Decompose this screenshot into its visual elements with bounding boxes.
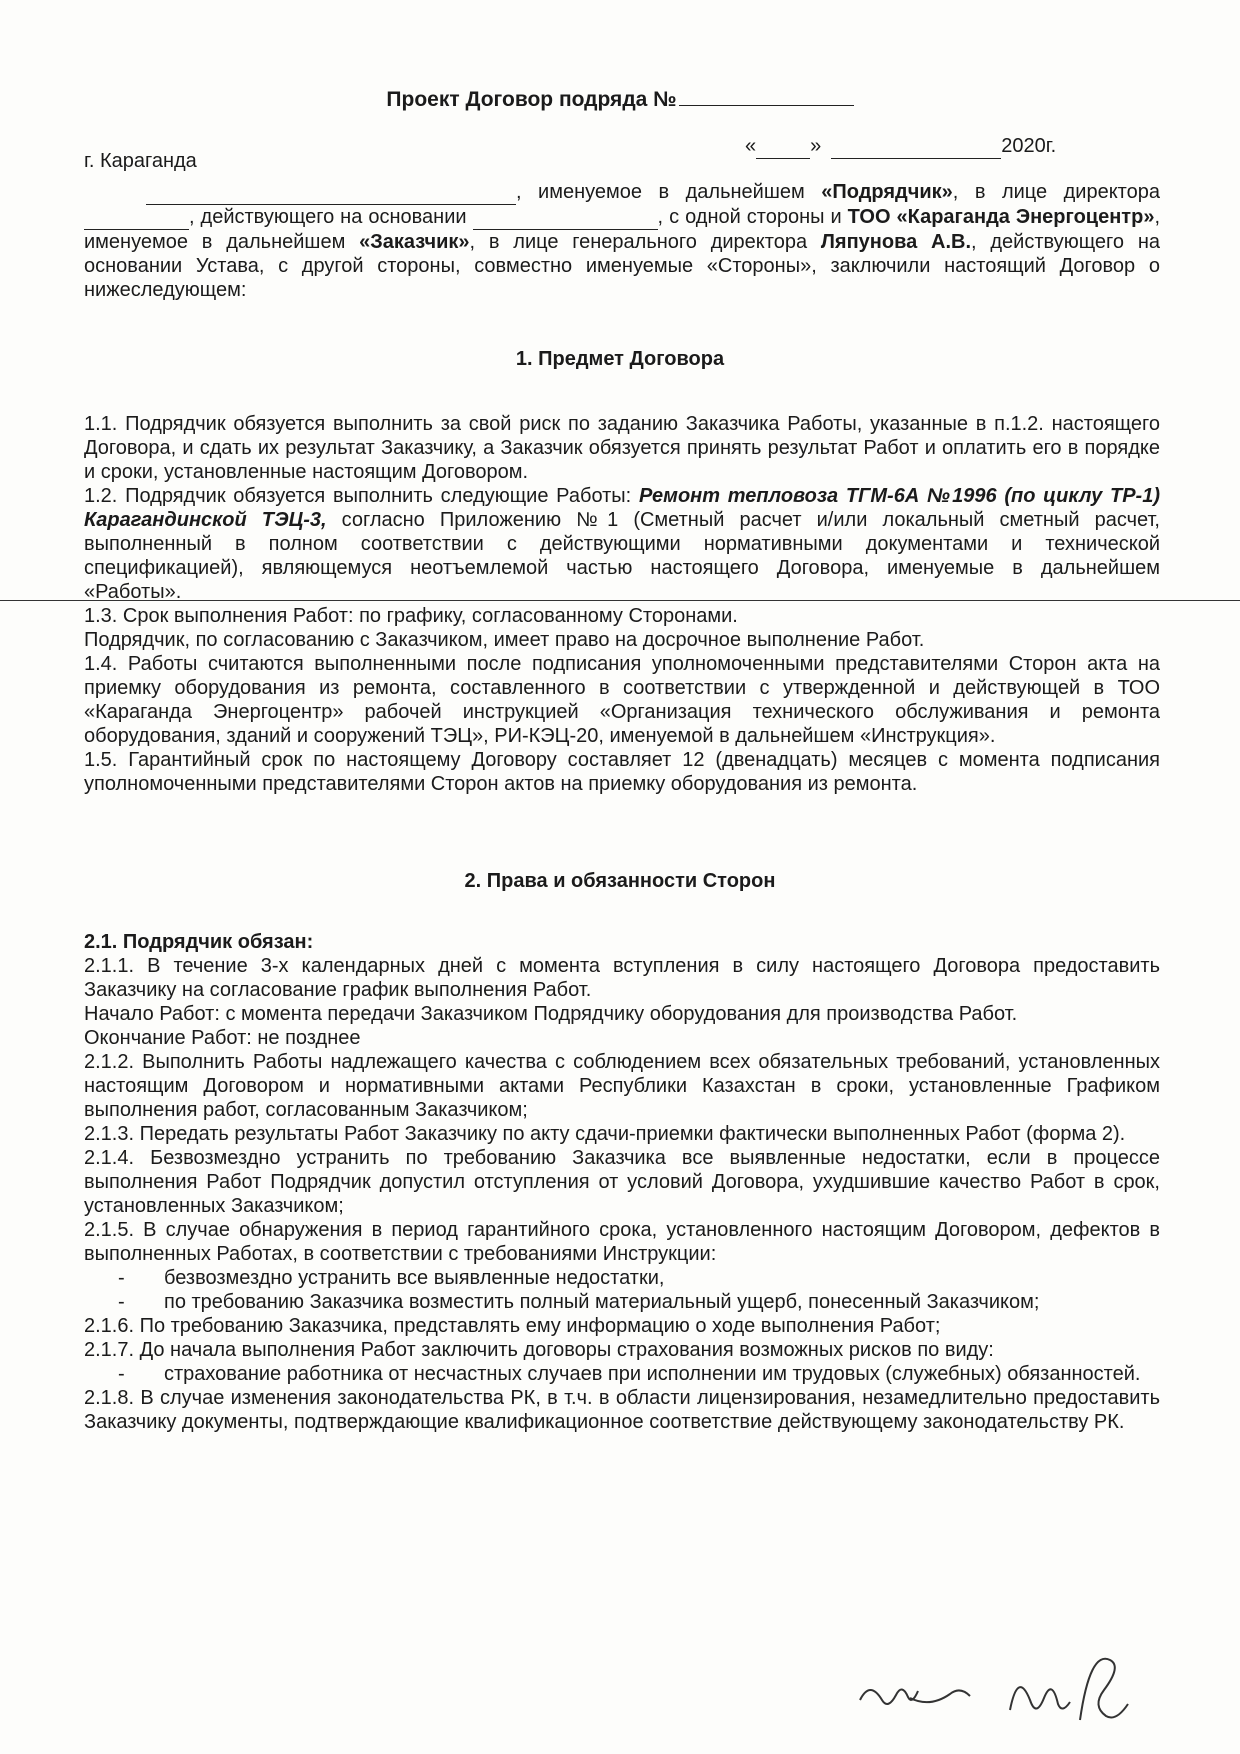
- date-close-quote: »: [810, 135, 822, 157]
- subsection-2-1: 2.1. Подрядчик обязан:: [84, 931, 314, 953]
- bullet-dash: -: [118, 1363, 125, 1385]
- list-item: [84, 1290, 1160, 1314]
- work-end: Окончание Работ: не позднее: [84, 1027, 361, 1049]
- preamble-text-g: , действующего на основании Устава, с другой стороны, совместно именуемые «Стороны», заключили настоящий Договор о нижеследующем:: [84, 231, 1160, 301]
- list-item-text: страхование работника от несчастных случаев при исполнении им трудовых (служебных) обязанностей.: [164, 1363, 1141, 1385]
- contractor-name-blank: [146, 180, 516, 205]
- title-text: Проект Договор подряда №: [386, 88, 677, 111]
- preamble-paragraph: [84, 180, 1160, 302]
- clause-2-1-8: 2.1.8. В случае изменения законодательства РК, в т.ч. в области лицензирования, незамедлительно предоставить Заказчику документы, подтверждающие квалификационное соответствие действующему законодательству РК.: [84, 1387, 1160, 1433]
- section-1-body: [84, 412, 1160, 796]
- list-item: [84, 1266, 1160, 1290]
- section-2-body: [84, 930, 1160, 1434]
- clause-1-3-note: Подрядчик, по согласованию с Заказчиком, имеет право на досрочное выполнение Работ.: [84, 629, 925, 651]
- preamble-company: ТОО «Караганда Энергоцентр»: [847, 206, 1155, 228]
- preamble-contractor: «Подрядчик»: [821, 181, 953, 203]
- bullet-dash: -: [118, 1291, 125, 1313]
- preamble-text-c: , действующего на основании: [189, 206, 473, 228]
- basis-blank: [473, 205, 658, 230]
- preamble-customer: «Заказчик»: [359, 231, 470, 253]
- preamble-text-e: , именуемое в дальнейшем: [84, 206, 1161, 253]
- day-blank: [756, 135, 810, 159]
- clause-2-1-2: 2.1.2. Выполнить Работы надлежащего качества с соблюдением всех обязательных требований, установленных настоящим Договором и нормативными актами Республики Казахстан в сроки, установленные Графиком выполнения работ, согласованным Заказчиком;: [84, 1051, 1160, 1121]
- clause-1-2: [84, 484, 1160, 604]
- director-name-blank: [84, 205, 189, 230]
- contract-number-blank: [679, 104, 854, 106]
- handwritten-signature: [850, 1640, 1170, 1740]
- scan-line-artifact: [0, 600, 1240, 601]
- clause-1-4: 1.4. Работы считаются выполненными после подписания уполномоченными представителями Сторон акта на приемку оборудования из ремонта, составленного в соответствии с утвержденной и действующей в ТОО «Караганда Энергоцентр» рабочей инструкцией «Организация технического обслуживания и ремонта оборудования, зданий и сооружений ТЭЦ», РИ-КЭЦ-20, именуемой в дальнейшем «Инструкция».: [84, 653, 1160, 747]
- section-1-heading: 1. Предмет Договора: [515, 348, 725, 370]
- clause-2-1-1: 2.1.1. В течение 3-х календарных дней с момента вступления в силу настоящего Договора предоставить Заказчику на согласование график выполнения Работ.: [84, 955, 1160, 1001]
- clause-1-1: 1.1. Подрядчик обязуется выполнить за свой риск по заданию Заказчика Работы, указанные в п.1.2. настоящего Договора, и сдать их результат Заказчику, а Заказчик обязуется принять результат Работ и оплатить его в порядке и сроки, установленные настоящим Договором.: [84, 413, 1160, 483]
- clause-2-1-5: 2.1.5. В случае обнаружения в период гарантийного срока, установленного настоящим Договором, дефектов в выполненных Работах, в соответствии с требованиями Инструкции:: [84, 1219, 1160, 1265]
- clause-1-2-work: Ремонт тепловоза ТГМ-6А №1996 (по циклу ТР-1) Карагандинской ТЭЦ-3,: [84, 485, 1160, 531]
- preamble-text-a: , именуемое в дальнейшем: [516, 181, 822, 203]
- section-2-heading: 2. Права и обязанности Сторон: [464, 870, 776, 892]
- clause-1-3: 1.3. Срок выполнения Работ: по графику, согласованному Сторонами.: [84, 605, 738, 627]
- clause-1-5: 1.5. Гарантийный срок по настоящему Договору составляет 12 (двенадцать) месяцев с момента подписания уполномоченными представителями Сторон актов на приемку оборудования из ремонта.: [84, 749, 1160, 795]
- preamble: [84, 180, 1160, 302]
- preamble-text-f: , в лице генерального директора: [469, 231, 821, 253]
- clause-1-2-text-b: согласно Приложению №1 (Сметный расчет и/или локальный сметный расчет, выполненный в полном соответствии с действующими нормативными документами и технической спецификацией), являющемуся неотъемлемой частью настоящего Договора, именуемые в дальнейшем «Работы».: [84, 509, 1160, 603]
- bullet-dash: -: [118, 1267, 125, 1289]
- clause-2-1-7: 2.1.7. До начала выполнения Работ заключить договоры страхования возможных рисков по виду:: [84, 1339, 994, 1361]
- list-item-text: по требованию Заказчика возместить полный материальный ущерб, понесенный Заказчиком;: [164, 1291, 1040, 1313]
- list-item: [84, 1362, 1160, 1386]
- preamble-director: Ляпунова А.В.: [820, 231, 972, 253]
- month-blank: [831, 135, 1001, 159]
- clause-2-1-4: 2.1.4. Безвозмездно устранить по требованию Заказчика все выявленные недостатки, если в процессе выполнения Работ Подрядчик допустил отступления от условий Договора, ухудшившие качество Работ в срок, установленных Заказчиком;: [84, 1147, 1160, 1217]
- work-start: Начало Работ: с момента передачи Заказчиком Подрядчику оборудования для производства Работ.: [84, 1003, 1018, 1025]
- date-line: [745, 135, 1056, 159]
- preamble-text-d: , с одной стороны и: [657, 206, 848, 228]
- preamble-text-b: , в лице директора: [952, 181, 1160, 203]
- clause-2-1-6: 2.1.6. По требованию Заказчика, представлять ему информацию о ходе выполнения Работ;: [84, 1315, 941, 1337]
- list-item-text: безвозмездно устранить все выявленные недостатки,: [164, 1267, 665, 1289]
- date-year: 2020г.: [1001, 135, 1057, 157]
- date-open-quote: «: [745, 135, 757, 157]
- city: г. Караганда: [84, 150, 197, 172]
- clause-2-1-3: 2.1.3. Передать результаты Работ Заказчику по акту сдачи-приемки фактически выполненных Работ (форма 2).: [84, 1123, 1126, 1145]
- document-title: [0, 88, 1240, 112]
- clause-1-2-text-a: 1.2. Подрядчик обязуется выполнить следующие Работы:: [84, 485, 639, 507]
